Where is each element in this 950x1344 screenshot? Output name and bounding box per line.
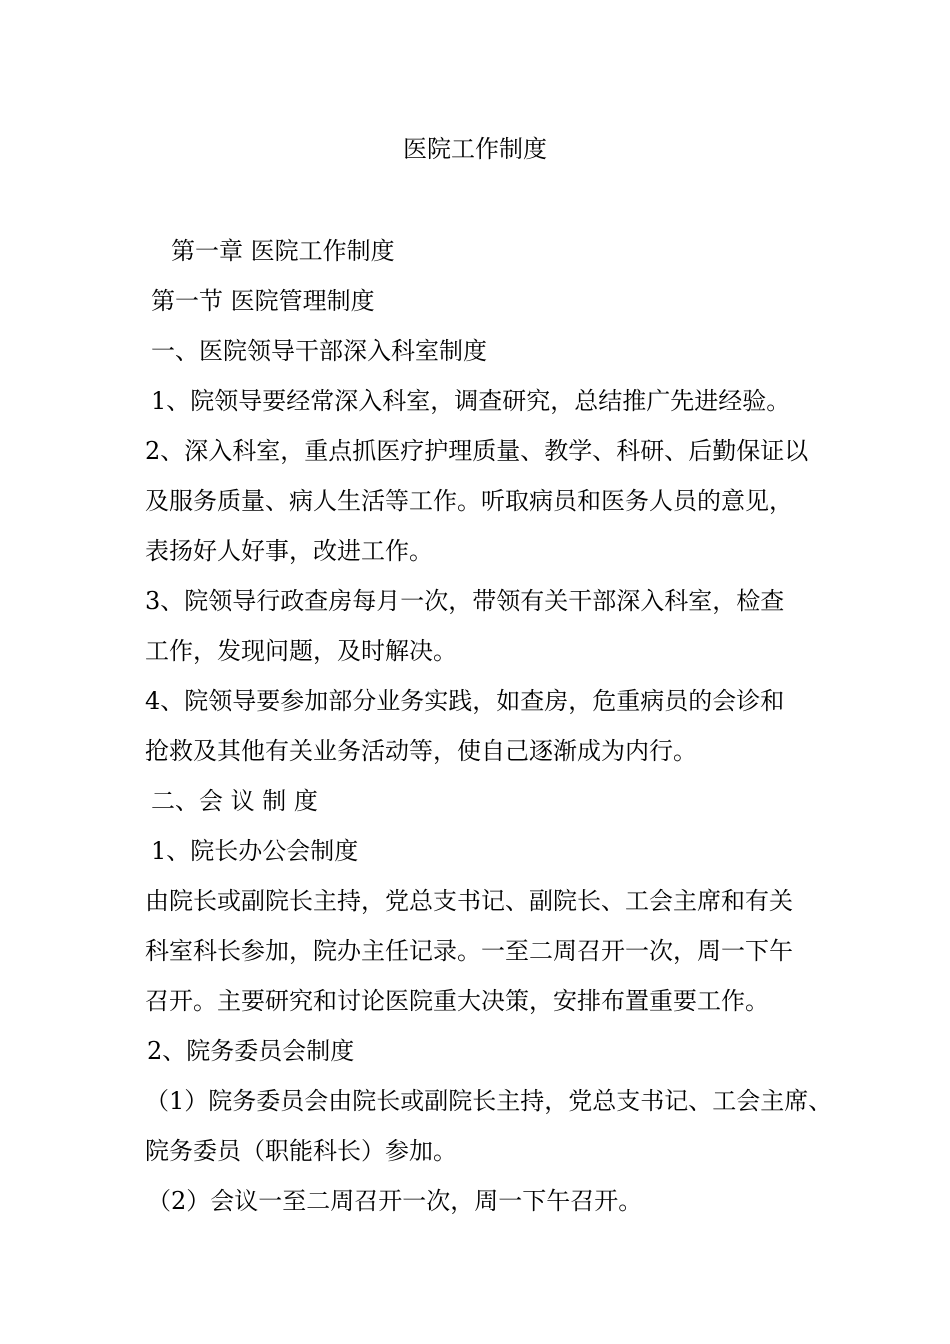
paragraph-line: 科室科长参加，院办主任记录。一至二周召开一次，周一下午 [145, 937, 793, 965]
subsection-heading: 二、会 议 制 度 [151, 787, 318, 815]
chapter-heading: 第一章 医院工作制度 [171, 237, 395, 265]
paragraph-line: 及服务质量、病人生活等工作。听取病员和医务人员的意见， [145, 487, 793, 515]
paragraph-line: 3、院领导行政查房每月一次，带领有关干部深入科室，检查 [145, 587, 785, 615]
subsection-heading: 一、医院领导干部深入科室制度 [151, 337, 487, 365]
paragraph-line: 院务委员（职能科长）参加。 [145, 1137, 457, 1165]
paragraph-line: （1）院务委员会由院长或副院长主持，党总支书记、工会主席、 [145, 1087, 833, 1115]
paragraph-line: 抢救及其他有关业务活动等，使自己逐渐成为内行。 [145, 737, 697, 765]
item-heading: 1、院长办公会制度 [151, 837, 359, 865]
paragraph-line: 工作，发现问题，及时解决。 [145, 637, 457, 665]
document-title: 医院工作制度 [403, 135, 547, 163]
paragraph-line: 4、院领导要参加部分业务实践，如查房，危重病员的会诊和 [145, 687, 785, 715]
paragraph-line: 2、深入科室，重点抓医疗护理质量、教学、科研、后勤保证以 [145, 437, 809, 465]
document-body [145, 226, 835, 1226]
paragraph-line: 1、院领导要经常深入科室，调查研究，总结推广先进经验。 [151, 387, 791, 415]
section-heading: 第一节 医院管理制度 [151, 287, 375, 315]
paragraph-line: 召开。主要研究和讨论医院重大决策，安排布置重要工作。 [145, 987, 769, 1015]
paragraph-line: 由院长或副院长主持，党总支书记、副院长、工会主席和有关 [145, 887, 793, 915]
paragraph-line: 表扬好人好事，改进工作。 [145, 537, 433, 565]
paragraph-line: （2）会议一至二周召开一次，周一下午召开。 [147, 1187, 643, 1215]
item-heading: 2、院务委员会制度 [147, 1037, 355, 1065]
